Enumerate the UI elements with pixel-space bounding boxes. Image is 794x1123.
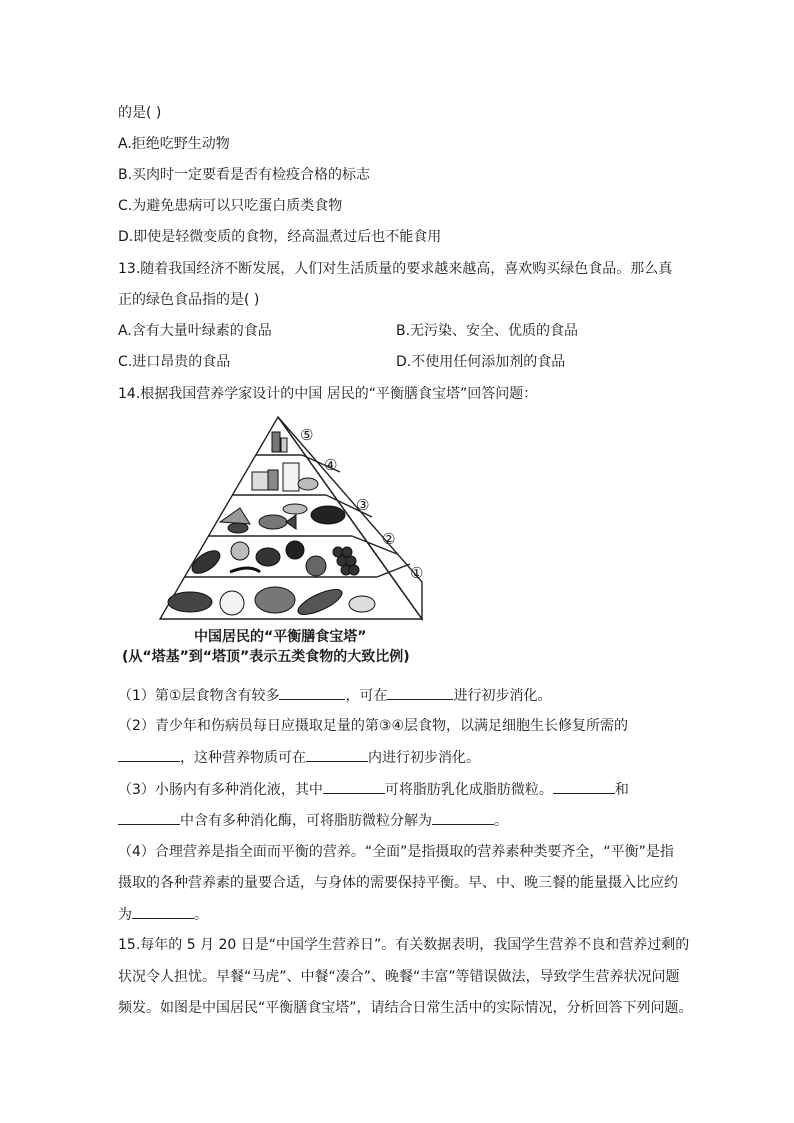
q14-part1-text-c: 进行初步消化。 <box>453 688 552 704</box>
q14-stem: 14.根据我国营养学家设计的中国 居民的“平衡膳食宝塔”回答问题： <box>118 386 538 402</box>
q14-part1 <box>118 685 551 706</box>
answer-blank[interactable] <box>432 810 494 825</box>
answer-blank[interactable] <box>306 747 368 762</box>
q14-part1-text-b: ，可在 <box>345 688 388 704</box>
q14-part4-line3 <box>118 904 208 925</box>
q13-option-a: A.含有大量叶绿素的食品 <box>118 323 272 339</box>
q14-part4-line2: 摄取的各种营养素的量要合适，与身体的需要保持平衡。早、中、晚三餐的能量摄入比应约 <box>118 875 678 891</box>
answer-blank[interactable] <box>323 779 385 794</box>
food-oil-salt-icon <box>272 432 287 452</box>
q14-part2-line1: （2）青少年和伤病员每日应摄取足量的第③④层食物，以满足细胞生长修复所需的 <box>118 718 629 734</box>
answer-blank[interactable] <box>553 779 615 794</box>
q14-part2-text-c: 内进行初步消化。 <box>368 750 480 766</box>
q12-option-b: B.买肉时一定要看是否有检疫合格的标志 <box>118 167 371 183</box>
q14-part1-text-a: （1）第①层食物含有较多 <box>118 688 280 704</box>
q14-part4-text-c: 为 <box>118 907 132 923</box>
food-vegetables-fruit-icon <box>188 541 359 578</box>
figure-caption-note: (从“塔基”到“塔顶”表示五类食物的大致比例) <box>122 649 410 665</box>
q15-line2: 状况令人担忧。早餐“马虎”、中餐“凑合”、晚餐“丰富”等错误做法，导致学生营养状况问题 <box>118 969 680 985</box>
q14-part3-text-c: 和 <box>614 782 629 798</box>
q14-part3-line1 <box>118 779 629 800</box>
q15-line3: 频发。如图是中国居民“平衡膳食宝塔”，请结合日常生活中的实际情况，分析回答下列问题。 <box>118 1000 693 1016</box>
q14-part3-text-b: 可将脂肪乳化成脂肪微粒。 <box>384 782 553 798</box>
q14-part3-text-a: （3）小肠内有多种消化液，其中 <box>118 782 323 798</box>
q13-option-c: C.进口昂贵的食品 <box>118 354 231 370</box>
answer-blank[interactable] <box>387 685 453 700</box>
answer-blank[interactable] <box>118 810 180 825</box>
answer-blank[interactable] <box>118 747 180 762</box>
layer-label-5: ⑤ <box>300 426 314 444</box>
food-meat-fish-icon <box>220 504 345 533</box>
q14-part2-line2 <box>118 747 480 768</box>
q14-part3-text-d: 中含有多种消化酶，可将脂肪微粒分解为 <box>180 813 432 829</box>
answer-blank[interactable] <box>132 904 194 919</box>
q12-stem-tail: 的是( ) <box>118 105 162 121</box>
layer-label-4: ④ <box>324 456 338 474</box>
layer-label-3: ③ <box>356 496 370 514</box>
q14-part2-text-b: ，这种营养物质可在 <box>180 750 306 766</box>
q14-part3-line2 <box>118 810 508 831</box>
q14-part3-text-e: 。 <box>494 813 508 829</box>
layer-label-2: ② <box>382 530 396 548</box>
q13-option-b: B.无污染、安全、优质的食品 <box>396 323 579 339</box>
q13-stem-line1: 13.随着我国经济不断发展，人们对生活质量的要求越来越高，喜欢购买绿色食品。那么真 <box>118 261 673 277</box>
q14-part4-line1: （4）合理营养是指全面而平衡的营养。“全面”是指摄取的营养素种类要齐全，“平衡”是指 <box>118 844 674 860</box>
q13-option-d: D.不使用任何添加剂的食品 <box>396 354 566 370</box>
food-grains-icon <box>168 585 375 620</box>
q12-option-c: C.为避免患病可以只吃蛋白质类食物 <box>118 198 343 214</box>
q13-stem-line2: 正的绿色食品指的是( ) <box>118 292 260 308</box>
q12-option-a: A.拒绝吃野生动物 <box>118 136 230 152</box>
food-pyramid-figure <box>140 412 440 622</box>
answer-blank[interactable] <box>279 685 345 700</box>
q12-option-d: D.即使是轻微变质的食物，经高温煮过后也不能食用 <box>118 229 442 245</box>
figure-caption-title: 中国居民的“平衡膳食宝塔” <box>194 629 367 645</box>
q14-part4-text-d: 。 <box>194 907 208 923</box>
q15-line1: 15.每年的 5 月 20 日是“中国学生营养日”。有关数据表明，我国学生营养不良和营养过剩的 <box>118 937 690 953</box>
food-dairy-beans-icon <box>252 463 318 491</box>
layer-label-1: ① <box>410 564 424 582</box>
